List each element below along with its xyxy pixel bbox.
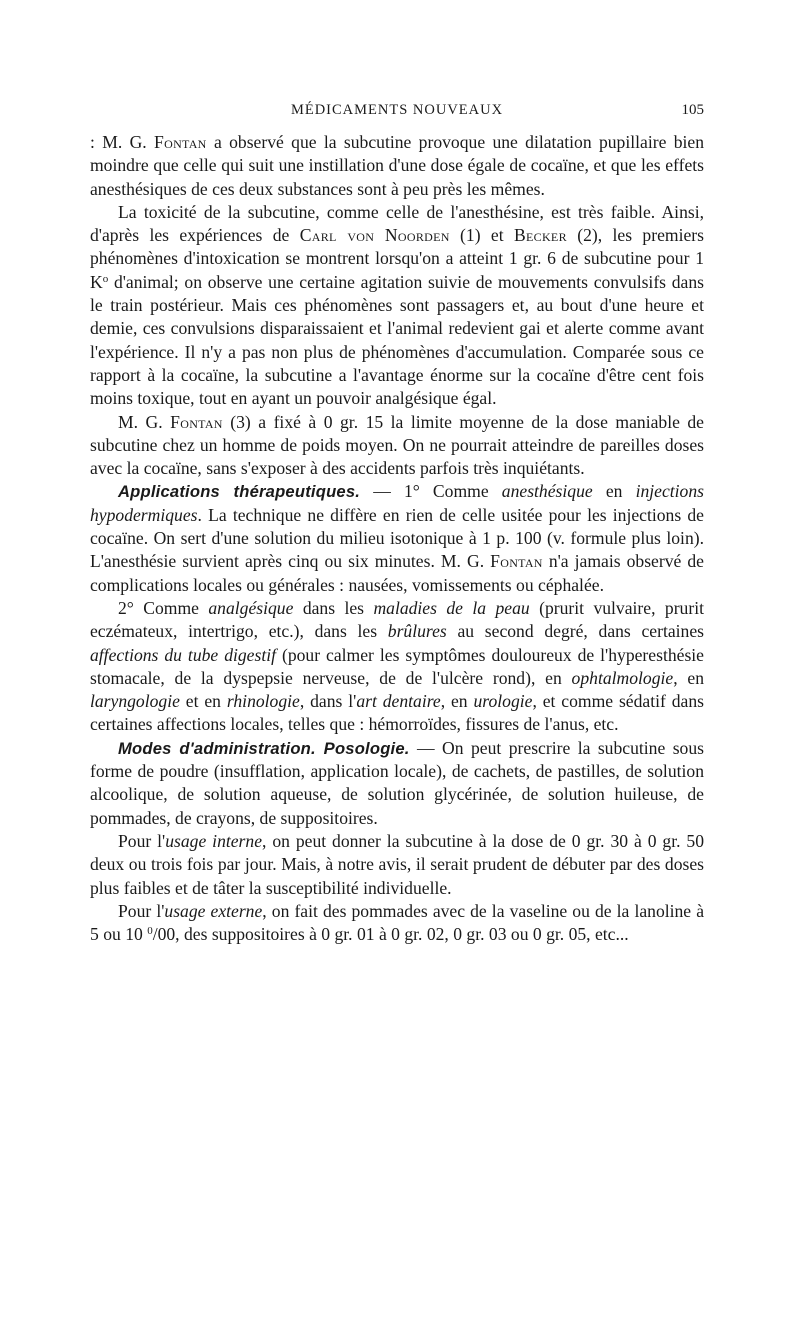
running-title: MÉDICAMENTS NOUVEAUX (290, 102, 504, 118)
text-run: , on fait des pommades avec de la vaseline ou de la lanoline à 5 ou 10 (90, 900, 705, 945)
text-run: , des suppositoires à 0 gr. 01 à 0 gr. 02, 0 gr. 03 ou 0 gr. 05, etc... (175, 924, 629, 945)
italic-term: ophtalmologie (571, 667, 674, 688)
italic-term: anesthésique (501, 481, 593, 502)
paragraph (90, 131, 704, 201)
italic-term: usage interne (165, 830, 263, 851)
text-run: 00 (157, 924, 176, 945)
text-run: (pour calmer les symptômes douloureux de l'hyperesthésie stomacale, de la dyspepsie nerveuse, de de l'ulcère rond), en (90, 644, 704, 688)
author-name: Becker (514, 225, 567, 246)
paragraph (90, 597, 704, 737)
text-run: Pour l' (118, 830, 166, 851)
text-run: n'a jamais observé de complications locales ou générales : nausées, vomissements ou céphalée. (90, 551, 704, 595)
text-run: — 1° Comme (360, 481, 502, 502)
text-run: dans les (293, 597, 374, 618)
italic-term: brûlures (387, 621, 447, 642)
text-run: , et comme sédatif dans certaines affections locales, telles que : hémorroïdes, fissures de l'anus, etc. (90, 691, 704, 735)
text-run: et en (179, 691, 227, 712)
italic-term: rhinologie (226, 691, 300, 712)
italic-term: art dentaire (356, 691, 441, 712)
italic-term: urologie (473, 691, 533, 712)
text-run: La toxicité de la subcutine, comme celle de l'anesthésine, est très faible. Ainsi, d'après les expériences de (90, 201, 704, 246)
text-run: 2° Comme (118, 597, 209, 618)
text-run: (1) et (449, 225, 514, 246)
paragraph (90, 411, 704, 481)
author-name: Fontan (154, 132, 207, 152)
author-name: Fontan (490, 551, 543, 572)
italic-term: analgésique (208, 597, 294, 618)
text-run: / (152, 924, 158, 945)
page-number: 105 (681, 102, 704, 118)
text-run: , on peut donner la subcutine à la dose de 0 gr. 30 à 0 gr. 50 deux ou trois fois par jour. Mais, à notre avis, il serait prudent de débuter par des doses plus faibles et de tâter la susceptibilité individuelle. (90, 830, 704, 898)
italic-term: usage externe (164, 900, 263, 921)
section-heading: Modes d'administration. Posologie. (118, 738, 410, 758)
text-run: , dans l' (299, 691, 357, 712)
author-name: Carl von Noorden (299, 225, 450, 246)
text-run: en (592, 481, 636, 502)
text-run: , en (673, 667, 704, 688)
text-body (90, 131, 704, 946)
paragraph (90, 830, 704, 900)
text-run: Pour l' (118, 900, 165, 921)
italic-term: maladies de la peau (373, 597, 530, 618)
paragraph (90, 737, 704, 830)
superscript: o (102, 272, 109, 285)
text-run: d'animal; on observe une certaine agitation suivie de mouvements convulsifs dans le train postérieur. Mais ces phénomènes sont passagers et, au bout d'une heure et demie, ces convulsions disparaissaient et l'animal redevient gai et alerte comme avant l'expérience. Il n'y a pas non plus de phénomènes d'accumulation. Comparée sous ce rapport à la cocaïne, la subcutine a l'avantage énorme sur la cocaïne d'être cent fois moins toxique, tout en ayant un pouvoir analgésique égal. (90, 271, 704, 409)
text-run: , en (440, 691, 474, 712)
italic-term: laryngologie (90, 691, 180, 712)
paragraph (90, 201, 704, 411)
text-run: a observé que la subcutine provoque une dilatation pupillaire bien moindre que celle qui suit une instillation d'une dose égale de cocaïne, et que les effets anesthésiques de ces deux substances sont à peu près les mêmes. (90, 132, 704, 199)
author-name: Fontan (170, 411, 223, 432)
text-run: — On peut prescrire la subcutine sous forme de poudre (insufflation, application locale), de cachets, de pastilles, de solution alcoolique, de solution aqueuse, de solution glycérinée, de solution huileuse, de pommades, de crayons, de suppositoires. (90, 737, 704, 828)
paragraph (90, 900, 704, 947)
text-run: (prurit vulvaire, prurit eczémateux, intertrigo, etc.), dans les (90, 597, 704, 642)
text-run: . La technique ne diffère en rien de celle usitée pour les injections de cocaïne. On sert d'une solution du milieu isotonique à 1 p. 100 (v. formule plus loin). L'anesthésie survient après cinq ou six minutes. M. G. (90, 504, 704, 572)
text-run: (3) a fixé à 0 gr. 15 la limite moyenne de la dose maniable de subcutine chez un homme de poids moyen. On ne pourrait atteindre de pareilles doses avec la cocaïne, sans s'exposer à des accidents parfois très inquiétants. (90, 411, 704, 479)
italic-term: injections hypodermiques (90, 481, 704, 525)
paragraph (90, 480, 704, 596)
page-header (90, 100, 704, 124)
italic-term: affections du tube digestif (90, 644, 276, 665)
text-run: (2), les premiers phénomènes d'intoxication se montrent lorsqu'on a atteint 1 gr. 6 de subcutine pour 1 K (90, 225, 704, 292)
text-run: M. G. (118, 411, 171, 432)
section-heading: Applications thérapeutiques. (118, 482, 361, 502)
text-run: : M. G. (90, 132, 155, 152)
superscript: 0 (147, 925, 153, 938)
text-run: au second degré, dans certaines (446, 621, 704, 642)
